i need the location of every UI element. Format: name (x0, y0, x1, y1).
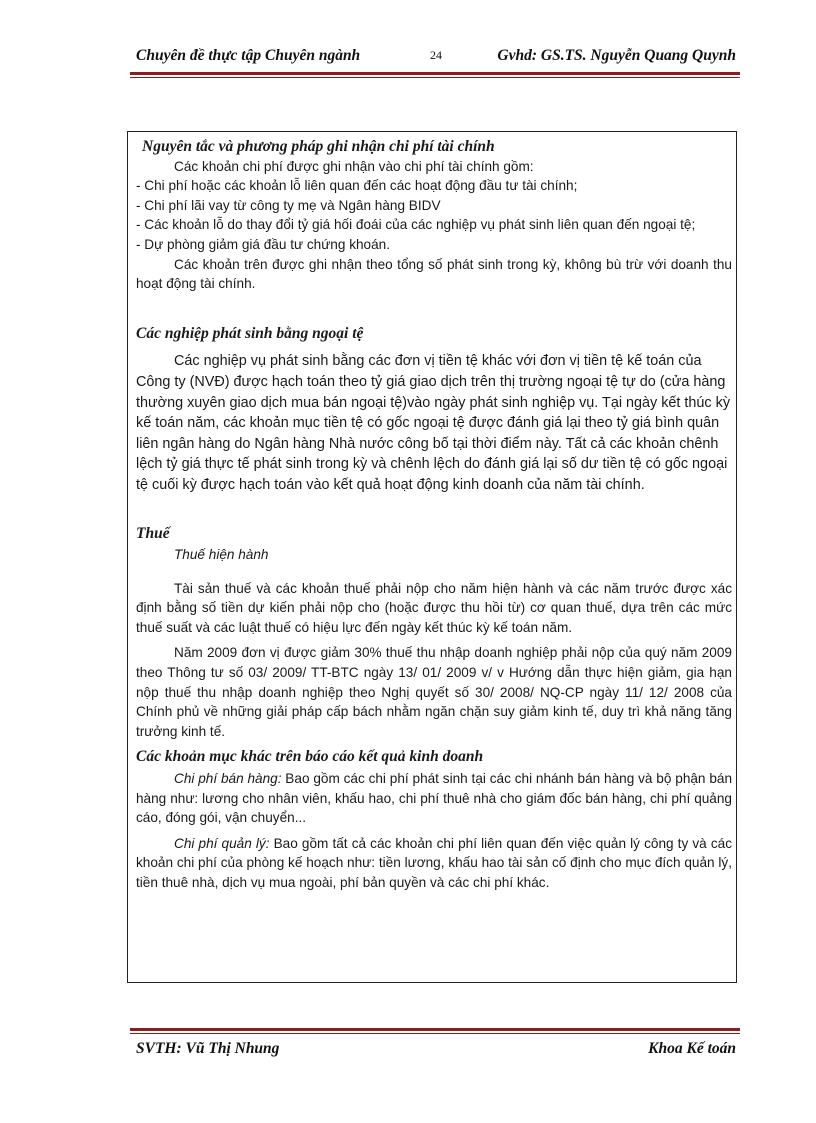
section-heading-financial-expenses: Nguyên tắc và phương pháp ghi nhận chi phí tài chính (142, 138, 495, 155)
definition-text: Bao gồm tất cả các khoản chi phí liên quan đến việc quản lý công ty và các khoản chi phí của phòng kế hoạch như: tiền lương, khấu hao tài sản cố định cho mục đích quản lý, tiền thuê nhà, dịch vụ mua ngoài, phí bản quyền và các chi phí khác. (136, 835, 732, 890)
page-content (136, 137, 732, 893)
header-rule (130, 72, 740, 78)
list-item: - Chi phí lãi vay từ công ty mẹ và Ngân hàng BIDV (136, 197, 441, 213)
page-number: 24 (430, 48, 442, 62)
footer-department: Khoa Kế toán (648, 1040, 736, 1057)
paragraph: Tài sản thuế và các khoản thuế phải nộp cho năm hiện hành và các năm trước được xác định bằng số tiền dự kiến phải nộp cho (hoặc được thu hồi từ) cơ quan thuế, dựa trên các mức thuế suất và các luật thuế có hiệu lực đến ngày kết thúc kỳ kế toán năm. (136, 580, 732, 635)
header-supervisor: Gvhd: GS.TS. Nguyễn Quang Quynh (497, 47, 736, 64)
list-item: - Dự phòng giảm giá đầu tư chứng khoán. (136, 236, 391, 252)
paragraph: Các khoản chi phí được ghi nhận vào chi phí tài chính gồm: (174, 158, 534, 174)
section-heading-foreign-currency: Các nghiệp phát sinh bằng ngoại tệ (136, 324, 364, 342)
subheading-current-tax: Thuế hiện hành (174, 547, 269, 563)
paragraph-selling-expenses (136, 769, 732, 828)
footer-rule (130, 1028, 740, 1034)
paragraph-admin-expenses (136, 834, 732, 893)
paragraph: Năm 2009 đơn vị được giảm 30% thuế thu nhập doanh nghiệp phải nộp của quý năm 2009 theo Thông tư số 03/ 2009/ TT-BTC ngày 13/ 01/ 2009 v/ v Hướng dẫn thực hiện giảm, gia hạn nộp thuế thu nhập doanh nghiệp theo Nghị quyết số 30/ 2008/ NQ-CP ngày 11/ 12/ 2008 của Chính phủ về những giải pháp cấp bách nhằm ngăn chặn suy giảm kinh tế, duy trì khả năng tăng trưởng kinh tế. (136, 645, 732, 739)
paragraph: Các khoản trên được ghi nhận theo tổng số phát sinh trong kỳ, không bù trừ với doanh thu hoạt động tài chính. (136, 256, 732, 292)
term-selling-expenses: Chi phí bán hàng: (174, 771, 282, 787)
term-admin-expenses: Chi phí quản lý: (174, 835, 270, 851)
paragraph: Các nghiệp vụ phát sinh bằng các đơn vị tiền tệ khác với đơn vị tiền tệ kế toán của Công ty (NVĐ) được hạch toán theo tỷ giá giao dịch trên thị trường ngoại tệ tự do (cửa hàng thường xuyên giao dịch mua bán ngoại tệ)vào ngày phát sinh nghiệp vụ. Tại ngày kết thúc kỳ kế toán năm, các khoản mục tiền tệ có gốc ngoại tệ được đánh giá lại theo tỷ giá bình quân liên ngân hàng do Ngân hàng Nhà nước công bố tại thời điểm này. Tất cả các khoản chênh lệch tỷ giá thực tế phát sinh trong kỳ và chênh lệch do đánh giá lại số dư tiền tệ có gốc ngoại tệ cuối kỳ được hạch toán vào kết quả hoạt động kinh doanh của năm tài chính. (136, 353, 731, 493)
section-heading-other-items: Các khoản mục khác trên báo cáo kết quả kinh doanh (136, 748, 484, 766)
list-item: - Chi phí hoặc các khoản lỗ liên quan đến các hoạt động đầu tư tài chính; (136, 178, 578, 194)
list-item: - Các khoản lỗ do thay đổi tỷ giá hối đoái của các nghiệp vụ phát sinh liên quan đến ngoại tệ; (136, 217, 696, 233)
section-heading-tax: Thuế (136, 524, 170, 542)
footer-author: SVTH: Vũ Thị Nhung (136, 1040, 280, 1057)
header-title: Chuyên đề thực tập Chuyên ngành (136, 47, 361, 64)
definition-text: Bao gồm các chi phí phát sinh tại các chi nhánh bán hàng và bộ phận bán hàng như: lương cho nhân viên, khấu hao, chi phí thuê nhà cho giám đốc bán hàng, chi phí quảng cáo, đóng gói, vận chuyển... (136, 771, 733, 826)
